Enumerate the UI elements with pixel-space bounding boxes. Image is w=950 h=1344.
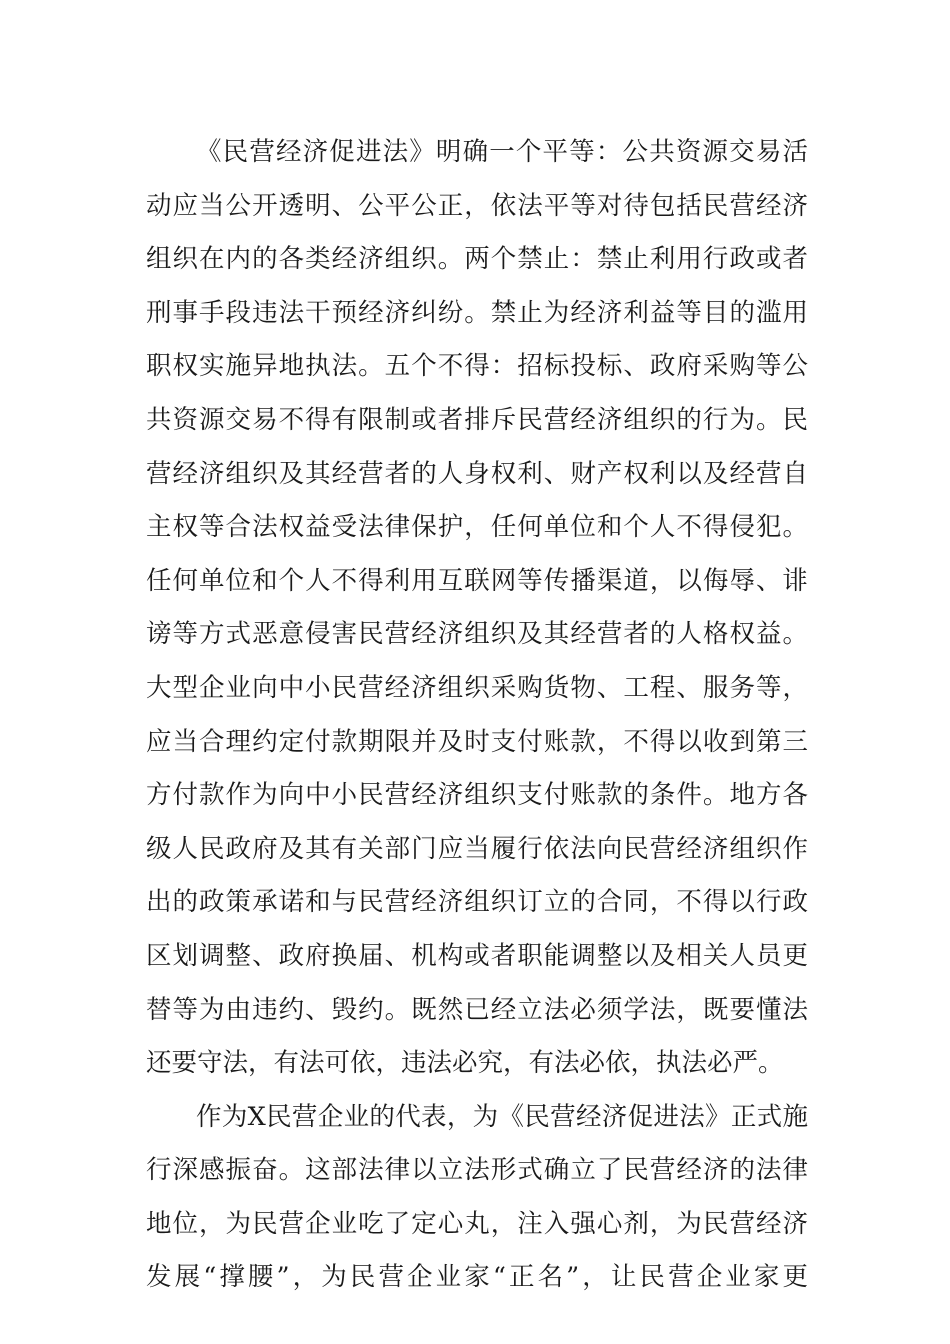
text-line: 《民营经济促进法》明确一个平等：公共资源交易活 [196, 137, 808, 167]
text-line: 主权等合法权益受法律保护，任何单位和个人不得侵犯。 [146, 512, 808, 543]
text-line: 职权实施异地执法。五个不得：招标投标、政府采购等公 [146, 351, 808, 382]
paragraph-1 [146, 126, 808, 1091]
paragraph-2 [146, 1091, 808, 1305]
text-line: 级人民政府及其有关部门应当履行依法向民营经济组织作 [146, 833, 808, 864]
body-text [146, 126, 808, 1305]
text-line: 作为X民营企业的代表，为《民营经济促进法》正式施 [196, 1101, 808, 1132]
text-line: 动应当公开透明、公平公正，依法平等对待包括民营经济 [146, 190, 808, 221]
text-line: 大型企业向中小民营经济组织采购货物、工程、服务等， [146, 672, 808, 703]
text-line: 方付款作为向中小民营经济组织支付账款的条件。地方各 [146, 780, 808, 811]
text-line: 任何单位和个人不得利用互联网等传播渠道，以侮辱、诽 [146, 565, 808, 596]
text-line: 区划调整、政府换届、机构或者职能调整以及相关人员更 [146, 940, 808, 971]
text-line: 行深感振奋。这部法律以立法形式确立了民营经济的法律 [146, 1155, 808, 1186]
text-line: 还要守法，有法可依，违法必究，有法必依，执法必严。 [146, 1048, 784, 1079]
text-line: 出的政策承诺和与民营经济组织订立的合同，不得以行政 [146, 887, 808, 918]
text-line: 发展“撑腰”，为民营企业家“正名”，让民营企业家更 [146, 1262, 808, 1293]
text-line: 谤等方式恶意侵害民营经济组织及其经营者的人格权益。 [146, 619, 808, 650]
text-line: 刑事手段违法干预经济纠纷。禁止为经济利益等目的滥用 [146, 297, 808, 328]
text-line: 替等为由违约、毁约。既然已经立法必须学法，既要懂法 [146, 994, 808, 1025]
text-line: 营经济组织及其经营者的人身权利、财产权利以及经营自 [146, 458, 808, 489]
text-line: 共资源交易不得有限制或者排斥民营经济组织的行为。民 [146, 404, 808, 435]
text-line: 组织在内的各类经济组织。两个禁止：禁止利用行政或者 [146, 244, 808, 275]
text-line: 应当合理约定付款期限并及时支付账款，不得以收到第三 [146, 726, 808, 757]
text-line: 地位，为民营企业吃了定心丸，注入强心剂，为民营经济 [146, 1208, 808, 1239]
